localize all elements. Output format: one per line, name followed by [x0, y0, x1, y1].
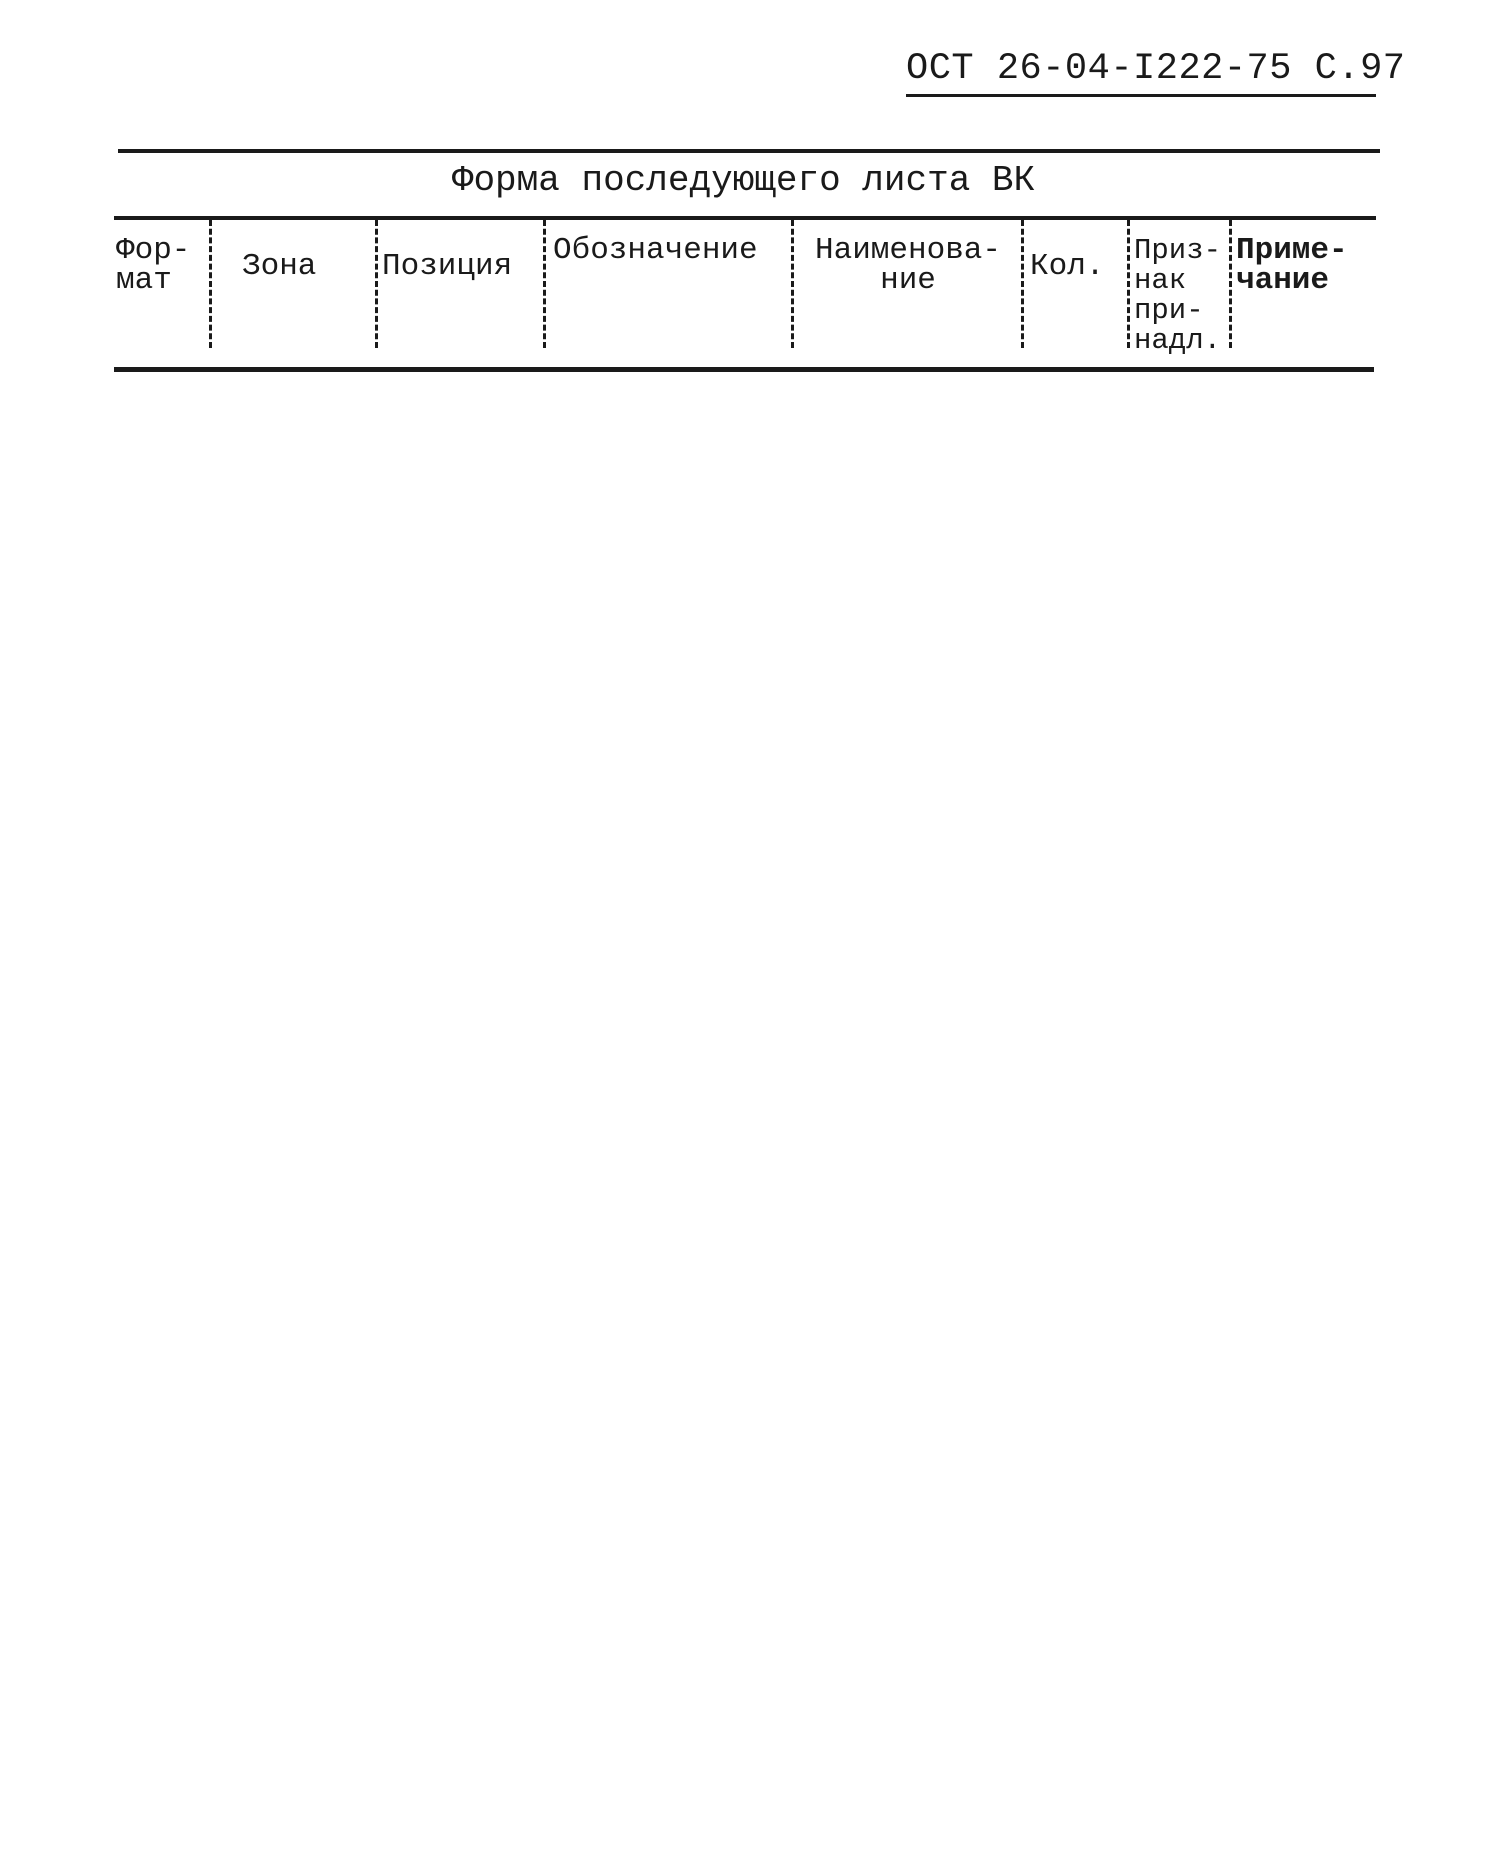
column-header-note-line1: Приме-	[1236, 233, 1348, 268]
column-header-affiliation-line3: при-	[1134, 294, 1204, 327]
column-header-zone	[242, 249, 317, 284]
column-header-affiliation-line4: надл.	[1134, 324, 1222, 357]
column-header-position	[382, 249, 513, 284]
column-separator	[1229, 220, 1232, 348]
column-separator	[209, 220, 212, 348]
table-header-bottom-rule	[114, 367, 1374, 372]
column-header-affiliation-sign	[1134, 236, 1221, 356]
table-header-top-rule	[114, 216, 1376, 220]
column-header-name	[798, 233, 1018, 298]
column-header-note-line2: чание	[1236, 263, 1330, 298]
document-code: ОСТ 26-04-I222-75 С.97	[906, 48, 1406, 90]
column-header-name-line1: Наименова-	[814, 233, 1002, 268]
column-header-position-line1: Позиция	[382, 249, 513, 284]
column-header-format-line1: Фор-	[116, 233, 191, 268]
column-header-designation-line1: Обозначение	[553, 233, 758, 268]
column-separator	[1021, 220, 1024, 348]
document-code-underline	[906, 94, 1376, 97]
column-separator	[1127, 220, 1130, 348]
top-rule	[118, 149, 1380, 153]
column-header-format-line2: мат	[116, 263, 172, 298]
column-header-name-line2: ние	[880, 263, 936, 298]
column-header-quantity	[1030, 249, 1105, 284]
column-header-affiliation-line1: Приз-	[1134, 234, 1222, 267]
column-separator	[375, 220, 378, 348]
form-title: Форма последующего листа ВК	[451, 160, 1036, 201]
column-separator	[543, 220, 546, 348]
column-header-format	[116, 233, 191, 298]
column-header-affiliation-line2: нак	[1134, 264, 1187, 297]
column-header-zone-line1: Зона	[242, 249, 317, 284]
column-header-designation	[553, 233, 758, 268]
column-header-quantity-line1: Кол.	[1030, 249, 1105, 284]
column-separator	[791, 220, 794, 348]
column-header-note	[1236, 233, 1348, 298]
